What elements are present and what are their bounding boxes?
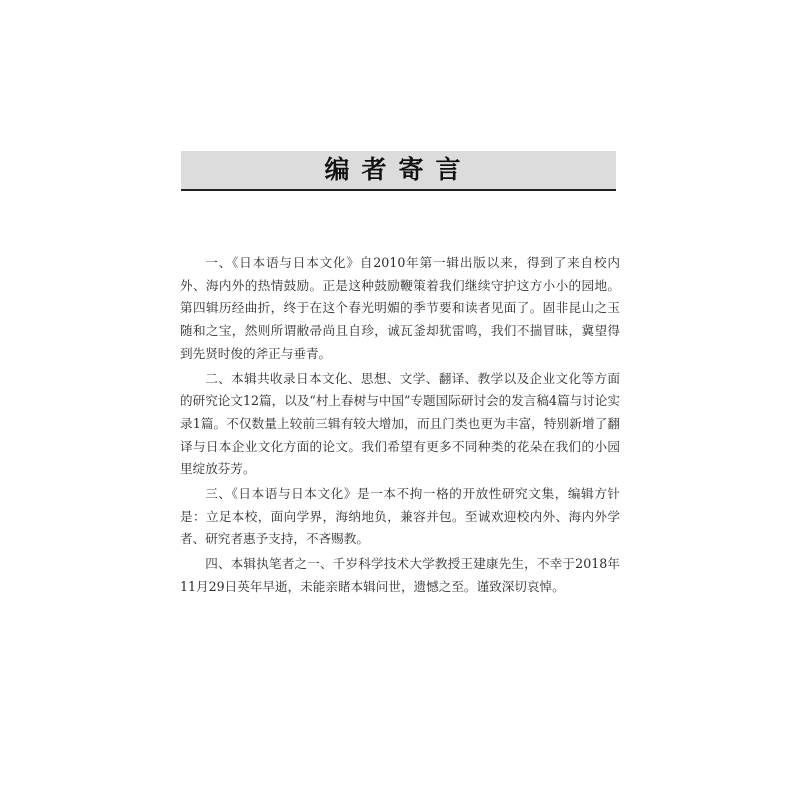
title-banner	[181, 151, 616, 191]
paragraph-1: 一、《日本语与日本文化》自2010年第一辑出版以来，得到了来自校内外、海内外的热情鼓励。正是这种鼓励鞭策着我们继续守护这方小小的园地。第四辑历经曲折，终于在这个春光明媚的季节要和读者见面了。固非昆山之玉随和之宝，然则所谓敝帚尚且自珍，诚瓦釜却犹雷鸣，我们不揣冒昧，冀望得到先贤时俊的斧正与垂青。	[180, 255, 620, 361]
preface-body	[180, 252, 620, 601]
paragraph-2: 二、本辑共收录日本文化、思想、文学、翻译、教学以及企业文化等方面的研究论文12篇，以及“村上春树与中国”专题国际研讨会的发言稿4篇与讨论实录1篇。不仅数量上较前三辑有较大增加，而且门类也更为丰富，特别新增了翻译与日本企业文化方面的论文。我们希望有更多不同种类的花朵在我们的小园里绽放芬芳。	[180, 370, 620, 477]
paragraph-4: 四、本辑执笔者之一、千岁科学技术大学教授王建康先生，不幸于2018年11月29日英年早逝，未能亲睹本辑问世，遗憾之至。谨致深切哀悼。	[180, 556, 620, 594]
page-title: 编者寄言	[324, 155, 473, 184]
paragraph-3: 三、《日本语与日本文化》是一本不拘一格的开放性研究文集，编辑方针是：立足本校，面向学界，海纳地负，兼容并包。至诚欢迎校内外、海内外学者、研究者惠予支持，不吝赐教。	[180, 486, 620, 547]
